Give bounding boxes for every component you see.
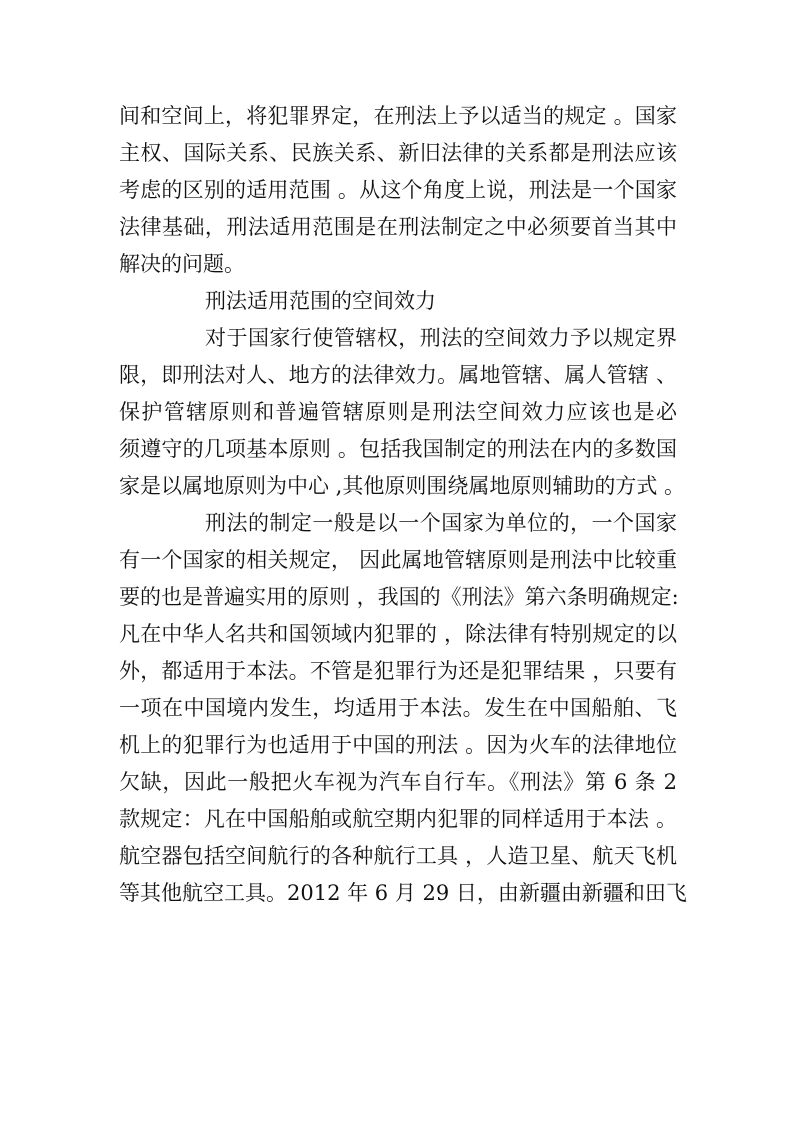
paragraph-3-line: 款规定：凡在中国船舶或航空期内犯罪的同样适用于本法 。	[119, 807, 677, 831]
paragraph-2-line: 家是以属地原则为中心 ,其他原则围绕属地原则辅助的方式 。	[119, 474, 686, 498]
paragraph-3-line: 凡在中华人名共和国领域内犯罪的 ，除法律有特别规定的以	[119, 622, 677, 646]
paragraph-3-line: 有一个国家的相关规定， 因此属地管辖原则是刑法中比较重	[119, 548, 677, 572]
paragraph-1-line: 解决的问题。	[119, 252, 245, 276]
body-text	[119, 98, 687, 912]
paragraph-1-line: 考虑的区别的适用范围 。从这个角度上说，刑法是一个国家	[119, 178, 677, 202]
paragraph-3-line: 航空器包括空间航行的各种航行工具 ，人造卫星、航天飞机	[119, 844, 677, 868]
paragraph-3-line: 欠缺，因此一般把火车视为汽车自行车。《刑法》第 6 条 2	[119, 770, 677, 794]
paragraph-2-line: 对于国家行使管辖权，刑法的空间效力予以规定界	[205, 326, 677, 350]
paragraph-2-line: 须遵守的几项基本原则 。包括我国制定的刑法在内的多数国	[119, 437, 677, 461]
paragraph-3-line: 等其他航空工具。2012 年 6 月 29 日，由新疆由新疆和田飞	[119, 881, 687, 905]
paragraph-2-line: 限，即刑法对人、地方的法律效力。属地管辖、属人管辖 、	[119, 363, 677, 387]
paragraph-1-line: 主权、国际关系、民族关系、新旧法律的关系都是刑法应该	[119, 141, 677, 165]
paragraph-3-line: 一项在中国境内发生，均适用于本法。发生在中国船舶、飞	[119, 696, 677, 720]
paragraph-3-line: 要的也是普遍实用的原则 ，我国的《刑法》第六条明确规定:	[119, 585, 679, 609]
paragraph-1-line: 法律基础，刑法适用范围是在刑法制定之中必须要首当其中	[119, 215, 677, 239]
paragraph-1-line: 间和空间上，将犯罪界定，在刑法上予以适当的规定 。国家	[119, 104, 677, 128]
section-heading: 刑法适用范围的空间效力	[205, 289, 436, 313]
paragraph-3-line: 外，都适用于本法。不管是犯罪行为还是犯罪结果 ，只要有	[119, 659, 677, 683]
paragraph-3-line: 刑法的制定一般是以一个国家为单位的，一个国家	[205, 511, 677, 535]
paragraph-3-line: 机上的犯罪行为也适用于中国的刑法 。因为火车的法律地位	[119, 733, 677, 757]
paragraph-2-line: 保护管辖原则和普遍管辖原则是刑法空间效力应该也是必	[119, 400, 677, 424]
